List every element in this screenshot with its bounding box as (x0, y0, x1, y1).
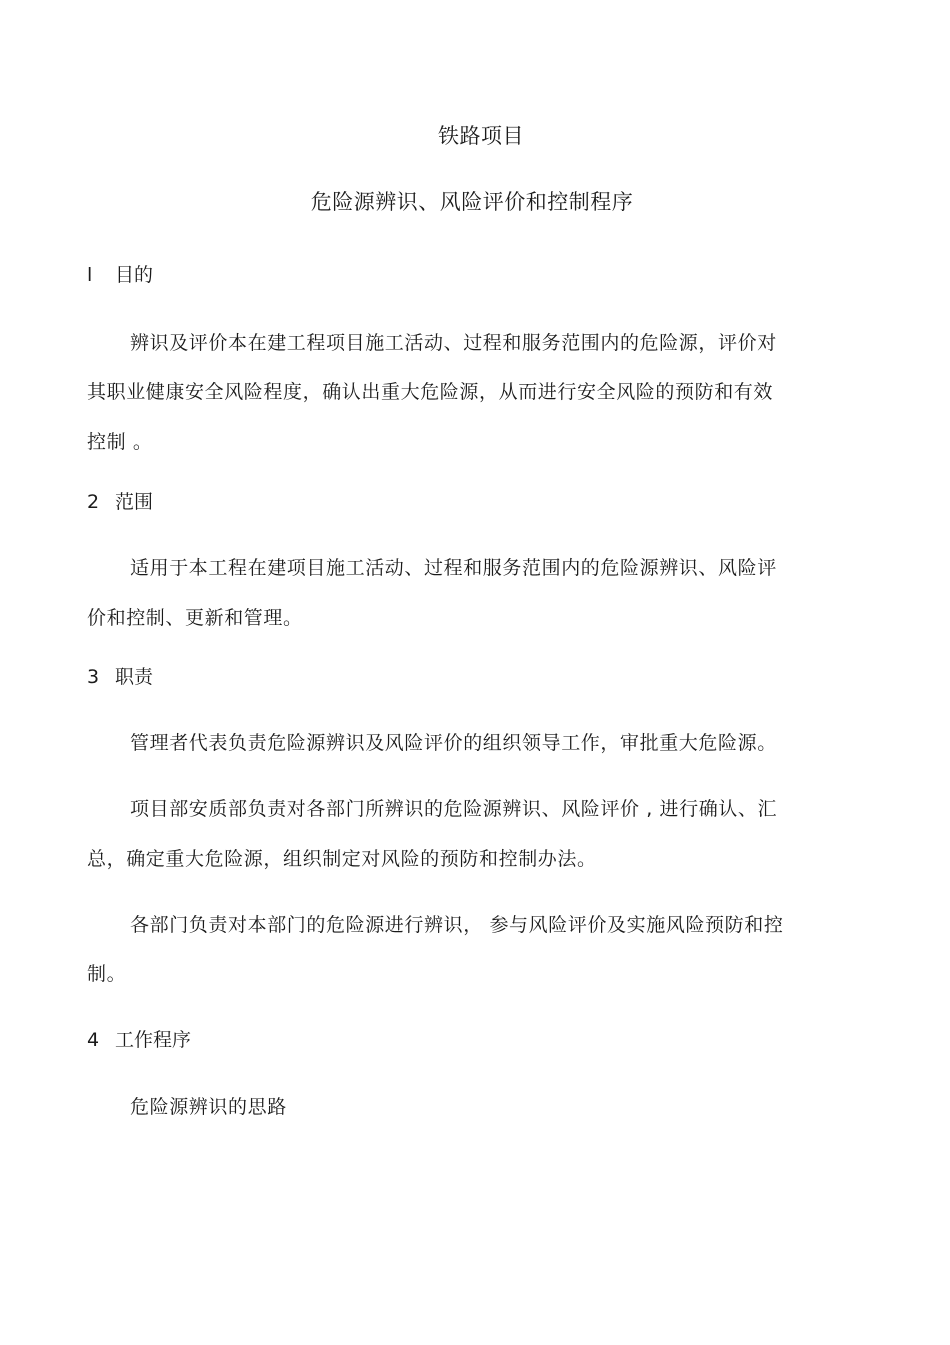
document-subtitle: 危险源辨识、风险评价和控制程序 (310, 190, 634, 214)
paragraph-line: 价和控制、更新和管理。 (87, 607, 303, 629)
paragraph-line: 制。 (87, 963, 127, 985)
paragraph-line: 各部门负责对本部门的危险源进行辨识， 参与风险评价及实施风险预防和控 (130, 914, 784, 936)
section-number: 4 (87, 1029, 100, 1051)
section-number: 2 (87, 491, 100, 513)
section-heading-purpose (87, 260, 153, 287)
section-title: 工作程序 (115, 1029, 192, 1051)
paragraph-line: 辨识及评价本在建工程项目施工活动、过程和服务范围内的危险源，评价对 (130, 332, 777, 354)
section-number: l (87, 264, 93, 286)
paragraph-line: 项目部安质部负责对各部门所辨识的危险源辨识、风险评价 , 进行确认、汇 (130, 798, 778, 820)
paragraph-line: 适用于本工程在建项目施工活动、过程和服务范围内的危险源辨识、风险评 (130, 557, 777, 579)
document-title: 铁路项目 (438, 124, 524, 148)
section-title: 职责 (115, 666, 154, 688)
section-heading-scope (87, 487, 153, 514)
section-number: 3 (87, 666, 100, 688)
section-title: 目的 (115, 264, 154, 286)
section-heading-responsibilities (87, 662, 153, 689)
paragraph-line: 其职业健康安全风险程度，确认出重大危险源，从而进行安全风险的预防和有效 (87, 381, 774, 403)
paragraph-line: 管理者代表负责危险源辨识及风险评价的组织领导工作，审批重大危险源。 (130, 732, 777, 754)
section-title: 范围 (115, 491, 154, 513)
paragraph-line: 控制 。 (87, 431, 153, 453)
section-heading-procedure (87, 1025, 191, 1052)
paragraph-line: 危险源辨识的思路 (130, 1096, 287, 1118)
paragraph-line: 总，确定重大危险源，组织制定对风险的预防和控制办法。 (87, 848, 597, 870)
